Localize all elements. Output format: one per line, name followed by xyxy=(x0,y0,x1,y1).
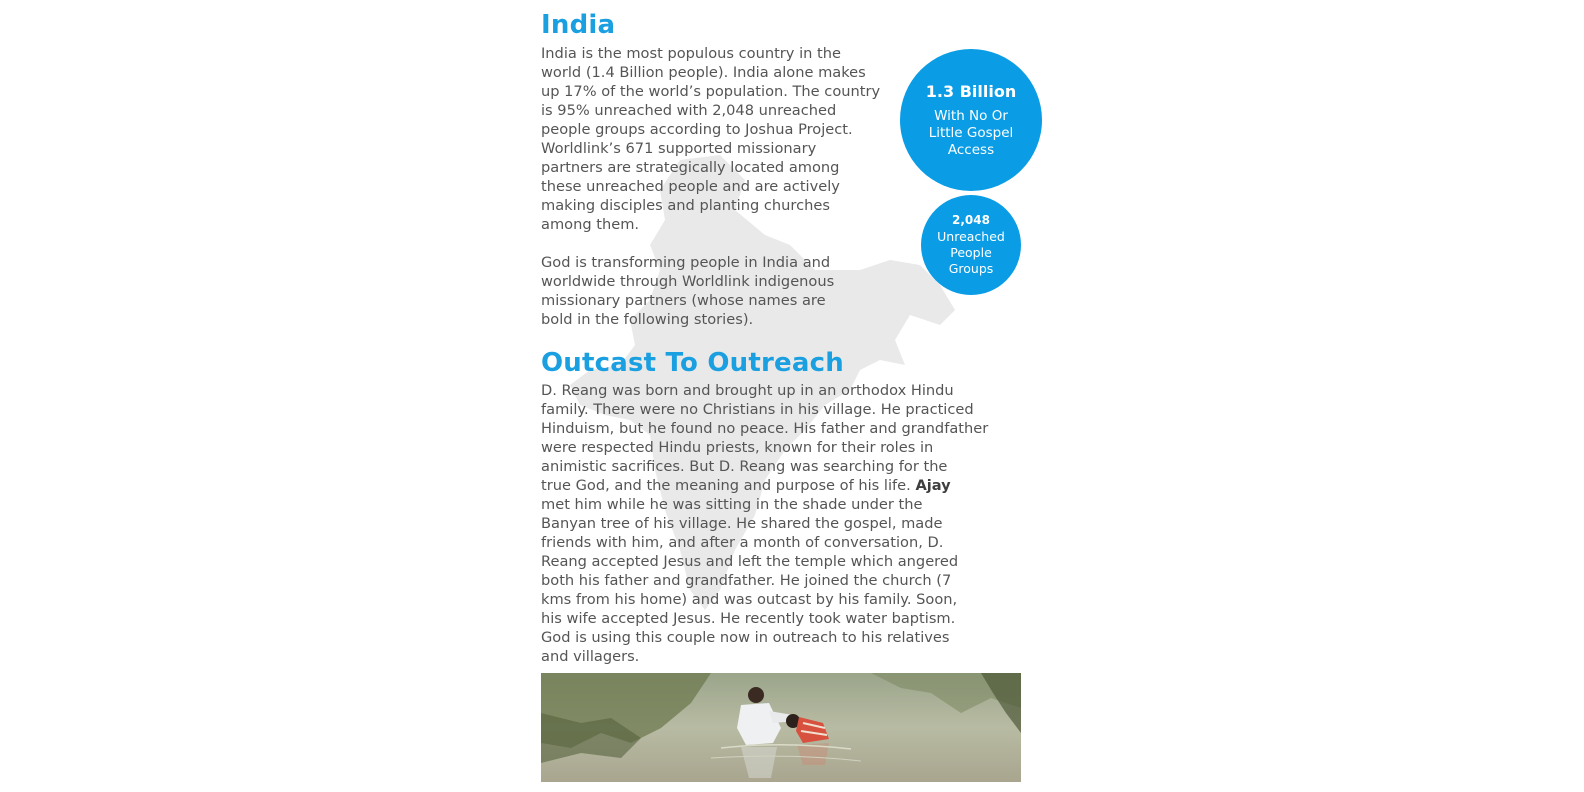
text-line: these unreached people and are actively xyxy=(541,178,840,195)
text-line: worldwide through Worldlink indigenous xyxy=(541,273,835,290)
text-line: D. Reang was born and brought up in an orthodox Hindu xyxy=(541,382,954,399)
text-line: making disciples and planting churches xyxy=(541,197,830,214)
india-paragraph-2 xyxy=(541,253,834,329)
stat-groups-label: Unreached People Groups xyxy=(937,229,1005,276)
stat-bubble-billion xyxy=(900,49,1042,191)
text-line: among them. xyxy=(541,216,640,233)
text-line: kms from his home) and was outcast by his family. Soon, xyxy=(541,591,958,608)
text-line: people groups according to Joshua Project. xyxy=(541,121,853,138)
story-paragraph xyxy=(541,381,988,666)
text-line: his wife accepted Jesus. He recently took water baptism. xyxy=(541,610,956,627)
text-line: family. There were no Christians in his village. He practiced xyxy=(541,401,974,418)
stat-billion-value: 1.3 Billion xyxy=(925,81,1017,101)
text-line: Banyan tree of his village. He shared the gospel, made xyxy=(541,515,943,532)
stat-bubble-groups xyxy=(921,195,1021,295)
text-line: Hinduism, but he found no peace. His father and grandfather xyxy=(541,420,989,437)
text-line: God is using this couple now in outreach to his relatives xyxy=(541,629,950,646)
bold-missionary-name: Ajay xyxy=(915,477,951,494)
text-segment: true God, and the meaning and purpose of his life. xyxy=(541,477,911,494)
text-line: Reang accepted Jesus and left the temple which angered xyxy=(541,553,959,570)
stat-billion-label: With No Or Little Gospel Access xyxy=(928,107,1014,158)
text-line: animistic sacrifices. But D. Reang was searching for the xyxy=(541,458,948,475)
stat-groups-value: 2,048 xyxy=(952,213,990,227)
text-line: God is transforming people in India and xyxy=(541,254,831,271)
text-line: were respected Hindu priests, known for their roles in xyxy=(541,439,934,456)
text-line: friends with him, and after a month of conversation, D. xyxy=(541,534,944,551)
text-line xyxy=(541,476,988,495)
india-paragraph-1 xyxy=(541,44,880,234)
text-line: Worldlink’s 671 supported missionary xyxy=(541,140,817,157)
text-line: missionary partners (whose names are xyxy=(541,292,826,309)
india-heading: India xyxy=(541,10,616,40)
story-heading: Outcast To Outreach xyxy=(541,348,844,378)
text-line: and villagers. xyxy=(541,648,640,665)
text-line: up 17% of the world’s population. The country xyxy=(541,83,881,100)
text-line: met him while he was sitting in the shade under the xyxy=(541,496,923,513)
text-line: is 95% unreached with 2,048 unreached xyxy=(541,102,837,119)
text-line: world (1.4 Billion people). India alone makes xyxy=(541,64,866,81)
photo-illustration xyxy=(541,673,1021,782)
text-line: partners are strategically located among xyxy=(541,159,840,176)
text-line: India is the most populous country in the xyxy=(541,45,841,62)
water-baptism-photo xyxy=(541,673,1021,782)
text-line: both his father and grandfather. He joined the church (7 xyxy=(541,572,952,589)
text-line: bold in the following stories). xyxy=(541,311,754,328)
